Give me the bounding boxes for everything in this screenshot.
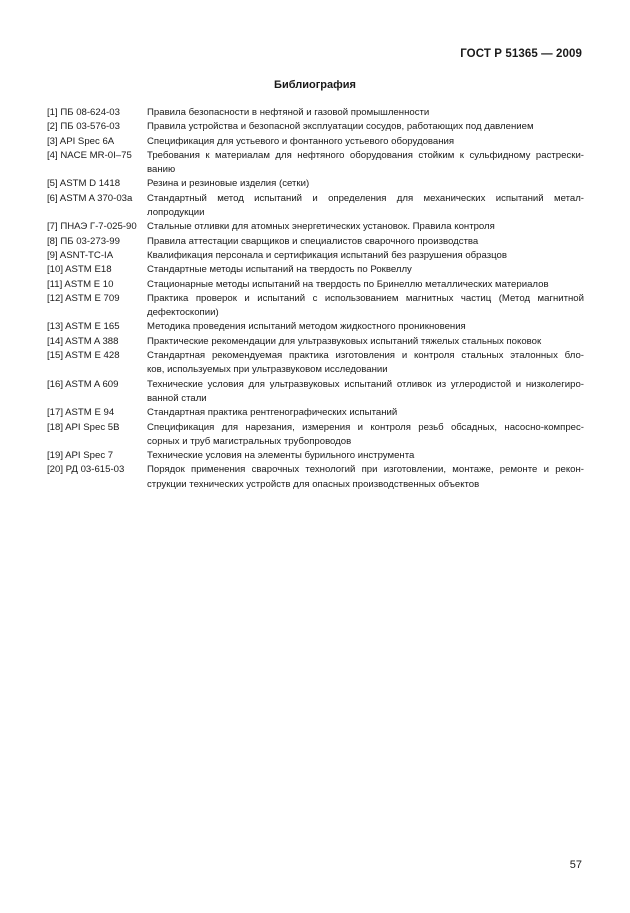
bibliography-entry-title-line: Правила безопасности в нефтяной и газовой промышленности — [147, 107, 430, 118]
page-number: 57 — [569, 859, 582, 871]
bibliography-entry — [47, 449, 584, 463]
bibliography-entry-title — [147, 378, 584, 407]
bibliography-entry-title — [147, 335, 584, 349]
bibliography-entry — [47, 192, 584, 221]
bibliography-entry-code: [18] API Spec 5B — [47, 421, 120, 433]
bibliography-entry-code: [13] ASTM E 165 — [47, 321, 120, 333]
bibliography-entry-code: [1] ПБ 08-624-03 — [47, 107, 120, 118]
bibliography-entry-title-line: Стандартный метод испытаний и определения для механических испытаний метал- — [147, 192, 584, 204]
bibliography-entry-title — [147, 349, 584, 378]
bibliography-entry — [47, 320, 584, 334]
bibliography-entry-code: [20] РД 03-615-03 — [47, 464, 125, 476]
bibliography-entry-code: [19] API Spec 7 — [47, 450, 114, 462]
bibliography-entry-title-line: Стандартная рекомендуемая практика изготовления и контроля стальных эталонных бло- — [147, 350, 584, 362]
bibliography-entry-title — [147, 220, 584, 234]
bibliography-entry-title-line: Спецификация для устьевого и фонтанного устьевого оборудования — [147, 135, 455, 147]
bibliography-entry-title — [147, 235, 584, 249]
bibliography-entry-title — [147, 192, 584, 221]
bibliography-entry — [47, 177, 584, 191]
bibliography-entry-title-line: сорных и труб магистральных трубопроводов — [147, 435, 352, 447]
bibliography-entry-code: [17] ASTM E 94 — [47, 407, 115, 419]
bibliography-entry — [47, 135, 584, 149]
section-title: Библиография — [274, 79, 356, 91]
bibliography-entry-title-line: Методика проведения испытаний методом жидкостного проникновения — [147, 321, 466, 333]
bibliography-entry-title-line: дефектоскопии) — [147, 307, 219, 319]
bibliography-entry-title-line: ванию — [147, 164, 176, 176]
bibliography-entry-title — [147, 177, 584, 191]
bibliography-entry — [47, 406, 584, 420]
bibliography-entry — [47, 378, 584, 407]
bibliography-entry — [47, 421, 584, 450]
bibliography-entry-code: [4] NACE MR-0I–75 — [47, 149, 132, 161]
bibliography-entry-title-line: Технические условия для ультразвуковых испытаний отливок из углеродистой и низколегиро- — [147, 378, 584, 390]
bibliography-entry — [47, 120, 584, 134]
bibliography-entry-title-line: лопродукции — [147, 207, 205, 219]
bibliography-entry-title-line: струкции технических устройств для опасных производственных объектов — [147, 478, 480, 490]
bibliography-entry-title — [147, 135, 584, 149]
bibliography-entry-code: [5] ASTM D 1418 — [47, 178, 121, 190]
bibliography-entry — [47, 149, 584, 178]
bibliography-entry-title — [147, 292, 584, 321]
bibliography-entry-code: [2] ПБ 03-576-03 — [47, 121, 120, 133]
bibliography-entry-title-line: Практика проверок и испытаний с использованием магнитных частиц (Метод магнитной — [147, 292, 584, 304]
bibliography-entry — [47, 220, 584, 234]
bibliography-entry-code: [6] ASTM A 370-03a — [47, 192, 133, 204]
bibliography-entry-title-line: Технические условия на элементы бурильного инструмента — [147, 450, 415, 462]
bibliography-entry-code: [9] ASNT-TC-IA — [47, 249, 114, 261]
bibliography-entry-title-line: Порядок применения сварочных технологий при изготовлении, монтаже, ремонте и рекон- — [147, 464, 584, 476]
bibliography-entry-title — [147, 421, 584, 450]
bibliography-entry — [47, 349, 584, 378]
bibliography-entry-title-line: Правила устройства и безопасной эксплуатации сосудов, работающих под давлением — [147, 121, 534, 133]
bibliography-entry-code: [8] ПБ 03-273-99 — [47, 235, 120, 247]
bibliography-entry-title-line: Квалификация персонала и сертификация испытаний без разрушения образцов — [147, 249, 507, 261]
bibliography-entry-title-line: Стандартные методы испытаний на твердость по Роквеллу — [147, 264, 412, 276]
bibliography-entry-title-line: Резина и резиновые изделия (сетки) — [147, 178, 310, 190]
bibliography-entry-title-line: Практические рекомендации для ультразвуковых испытаний тяжелых стальных поковок — [147, 335, 542, 347]
bibliography-entry-title-line: Спецификация для нарезания, измерения и контроля резьб обсадных, насосно-компрес- — [147, 421, 584, 433]
bibliography-entry-code: [7] ПНАЭ Г-7-025-90 — [47, 221, 137, 233]
bibliography-entry-code: [14] ASTM A 388 — [47, 335, 119, 347]
bibliography-entry-title — [147, 249, 584, 263]
bibliography-entry — [47, 278, 584, 292]
bibliography-entry-code: [12] ASTM E 709 — [47, 292, 120, 304]
bibliography-entry-code: [11] ASTM E 10 — [47, 278, 114, 290]
bibliography-entry — [47, 263, 584, 277]
bibliography-entry-code: [16] ASTM A 609 — [47, 378, 119, 390]
bibliography-entry-title — [147, 263, 584, 277]
bibliography-entry-title — [147, 463, 584, 492]
bibliography-entry-title-line: Стандартная практика рентгенографических испытаний — [147, 407, 398, 419]
bibliography-entry-title — [147, 106, 584, 120]
bibliography-entry — [47, 249, 584, 263]
bibliography-entry-title-line: ванной стали — [147, 392, 207, 404]
bibliography-list — [47, 106, 584, 492]
bibliography-entry-code: [10] ASTM E18 — [47, 264, 112, 276]
bibliography-entry-title — [147, 449, 584, 463]
bibliography-entry — [47, 292, 584, 321]
bibliography-entry-title — [147, 149, 584, 178]
bibliography-entry-title — [147, 120, 584, 134]
bibliography-entry-title — [147, 278, 584, 292]
bibliography-entry — [47, 106, 584, 120]
bibliography-entry-title-line: ков, используемых при ультразвуковом исследовании — [147, 364, 388, 376]
bibliography-entry-title — [147, 320, 584, 334]
bibliography-entry-title-line: Правила аттестации сварщиков и специалистов сварочного производства — [147, 235, 479, 247]
bibliography-entry — [47, 335, 584, 349]
document-header: ГОСТ Р 51365 — 2009 — [460, 48, 582, 60]
bibliography-entry-title — [147, 406, 584, 420]
bibliography-entry — [47, 463, 584, 492]
bibliography-entry-title-line: Требования к материалам для нефтяного оборудования стойким к сульфидному растрески- — [147, 149, 584, 161]
bibliography-entry-title-line: Стационарные методы испытаний на твердость по Бринеллю металлических материалов — [147, 278, 549, 290]
bibliography-entry-code: [3] API Spec 6A — [47, 135, 115, 147]
bibliography-entry-code: [15] ASTM E 428 — [47, 350, 120, 362]
bibliography-entry-title-line: Стальные отливки для атомных энергетических установок. Правила контроля — [147, 221, 495, 233]
bibliography-entry — [47, 235, 584, 249]
